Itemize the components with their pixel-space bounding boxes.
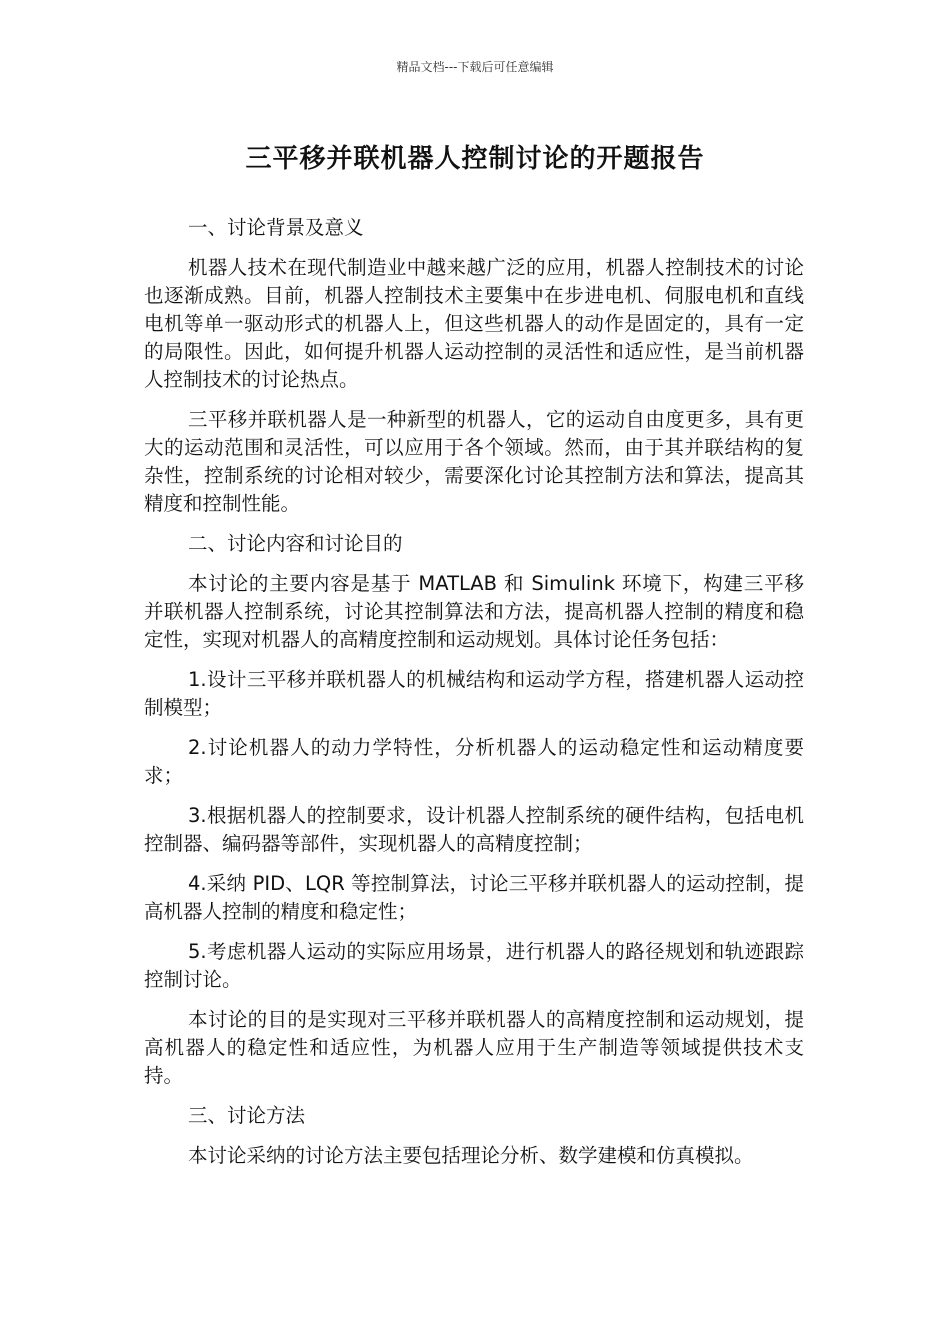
list-item-5: 5.考虑机器人运动的实际应用场景，进行机器人的路径规划和轨迹跟踪控制讨论。 [144, 940, 804, 991]
section-heading-content: 二、讨论内容和讨论目的 [188, 532, 403, 555]
list-item-4: 4.采纳 PID、LQR 等控制算法，讨论三平移并联机器人的运动控制，提高机器人控制的精度和稳定性； [144, 872, 804, 923]
paragraph-purpose: 本讨论的目的是实现对三平移并联机器人的高精度控制和运动规划，提高机器人的稳定性和适应性，为机器人应用于生产制造等领域提供技术支持。 [144, 1008, 804, 1087]
list-item-2: 2.讨论机器人的动力学特性，分析机器人的运动稳定性和运动精度要求； [144, 736, 804, 787]
paragraph-methods: 本讨论采纳的讨论方法主要包括理论分析、数学建模和仿真模拟。 [188, 1144, 754, 1167]
paragraph-background-2: 三平移并联机器人是一种新型的机器人，它的运动自由度更多，具有更大的运动范围和灵活性，可以应用于各个领域。然而，由于其并联结构的复杂性，控制系统的讨论相对较少，需要深化讨论其控制方法和算法，提高其精度和控制性能。 [144, 408, 804, 515]
paragraph-content-intro: 本讨论的主要内容是基于 MATLAB 和 Simulink 环境下，构建三平移并联机器人控制系统，讨论其控制算法和方法，提高机器人控制的精度和稳定性，实现对机器人的高精度控制和运动规划。具体讨论任务包括： [144, 572, 804, 651]
document-title: 三平移并联机器人控制讨论的开题报告 [245, 144, 705, 174]
section-heading-background: 一、讨论背景及意义 [188, 216, 364, 239]
paragraph-background-1: 机器人技术在现代制造业中越来越广泛的应用，机器人控制技术的讨论也逐渐成熟。目前，机器人控制技术主要集中在步进电机、伺服电机和直线电机等单一驱动形式的机器人上，但这些机器人的动作是固定的，具有一定的局限性。因此，如何提升机器人运动控制的灵活性和适应性，是当前机器人控制技术的讨论热点。 [144, 256, 804, 391]
list-item-3: 3.根据机器人的控制要求，设计机器人控制系统的硬件结构，包括电机控制器、编码器等部件，实现机器人的高精度控制； [144, 804, 804, 855]
list-item-1: 1.设计三平移并联机器人的机械结构和运动学方程，搭建机器人运动控制模型； [144, 668, 804, 719]
header-note: 精品文档---下载后可任意编辑 [396, 60, 554, 74]
document-body [144, 214, 804, 1182]
section-heading-methods: 三、讨论方法 [188, 1104, 306, 1127]
